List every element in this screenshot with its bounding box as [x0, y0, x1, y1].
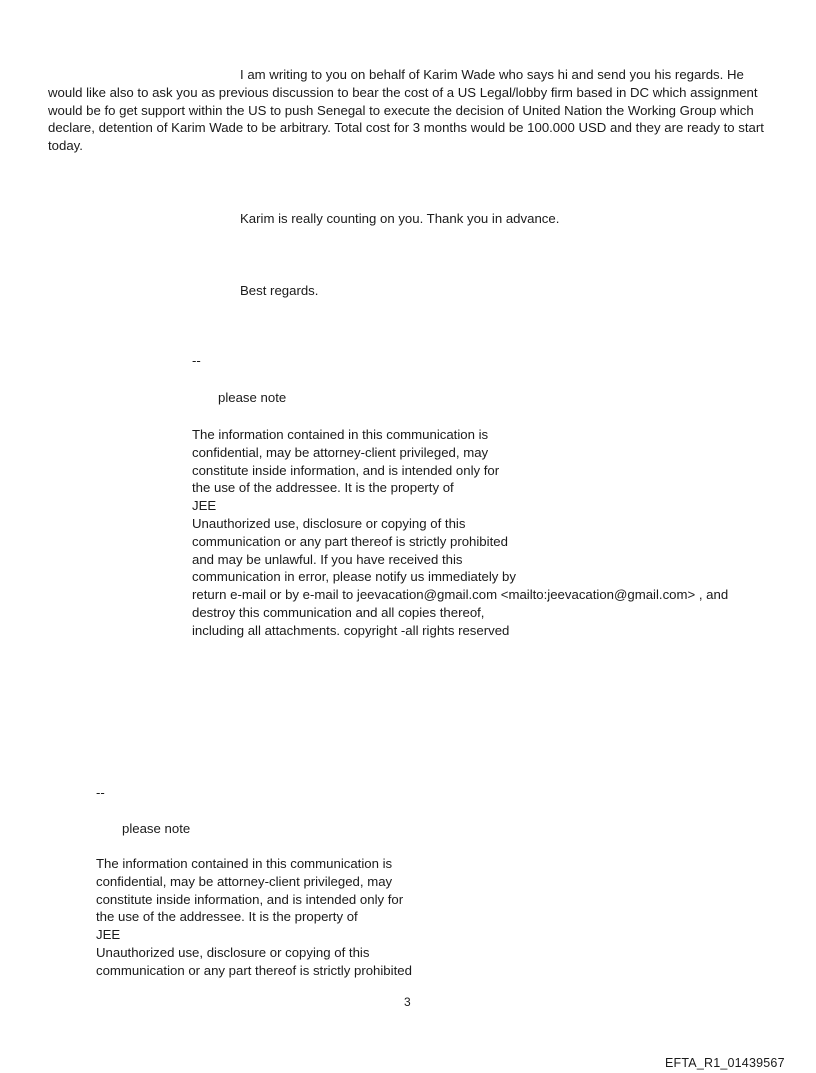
please-note-heading: please note	[218, 390, 287, 405]
bates-number: EFTA_R1_01439567	[665, 1056, 785, 1070]
please-note-heading: please note	[122, 821, 191, 836]
signature-separator: --	[192, 353, 201, 368]
confidentiality-disclaimer: The information contained in this communication is confidential, may be attorney-client privileged, may constitute inside information, and is intended only for the use of the addressee. It is the property of JEE Unauthorized use, disclosure or copying of this communication or any part thereof is strictly prohibited and may be unlawful. If you have received this communication in error, please notify us immediately by return e-mail or by e-mail to jeevacation@gmail.com <mailto:jeevacation@gmail.com> , and destroy this communication and all copies thereof, including all attachments. copyright -all rights reserved	[192, 427, 729, 638]
email-body-paragraph: I am writing to you on behalf of Karim Wade who says hi and send you his regards. He would like also to ask you as previous discussion to bear the cost of a US Legal/lobby firm based in DC which assignment would be fo get support within the US to push Senegal to execute the decision of United Nation the Working Group which declare, detention of Karim Wade to be arbitrary. Total cost for 3 months would be 100.000 USD and they are ready to start today.	[48, 67, 764, 154]
closing-line: Best regards.	[240, 283, 319, 298]
counting-line: Karim is really counting on you. Thank you in advance.	[240, 211, 560, 226]
page-number: 3	[404, 995, 411, 1009]
signature-separator: --	[96, 785, 105, 800]
confidentiality-disclaimer: The information contained in this communication is confidential, may be attorney-client privileged, may constitute inside information, and is intended only for the use of the addressee. It is the property of JEE Unauthorized use, disclosure or copying of this communication or any part thereof is strictly prohibited	[96, 856, 412, 978]
